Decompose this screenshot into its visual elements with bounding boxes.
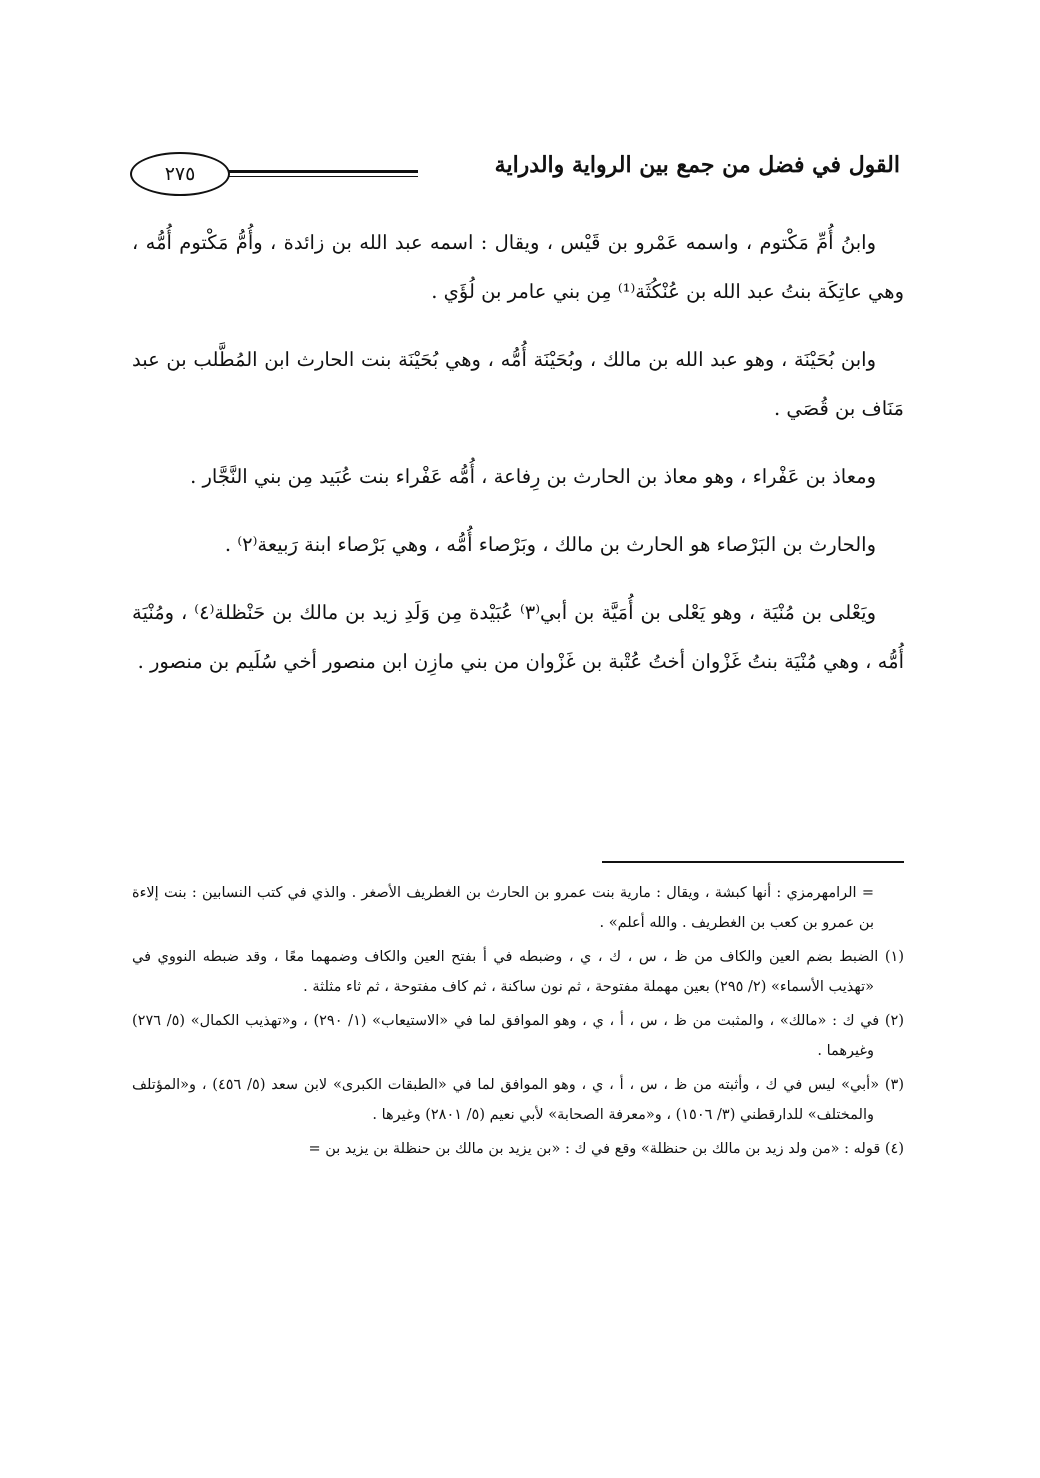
paragraph-ibn-umm-maktum: وابنُ أُمِّ مَكْتوم ، واسمه عَمْرو بن قَيْس ، ويقال : اسمه عبد الله بن زائدة ، وأُمُّ مَكْتوم أُمُّه ، وهي عاتِكَة بنتُ عبد الله بن عُنْكُثَة⁽¹⁾ مِن بني عامر بن لُؤَي . <box>132 231 904 303</box>
footnotes <box>132 878 904 1168</box>
footnote-2: (٢) في ك : «مالك» ، والمثبت من ظ ، س ، أ ، ي ، وهو الموافق لما في «الاستيعاب» (١/ ٢٩٠) ، و«تهذيب الكمال» (٥/ ٢٧٦) وغيرهما . <box>132 1013 905 1059</box>
book-title: القول في فضل من جمع بين الرواية والدراية <box>494 152 900 178</box>
paragraph-harith-ibn-barsa: والحارث بن البَرْصاء هو الحارث بن مالك ، وبَرْصاء أُمُّه ، وهي بَرْصاء ابنة رَبيعة⁽٢⁾ . <box>224 533 876 556</box>
paragraph-ibn-buhayna: وابن بُحَيْنَة ، وهو عبد الله بن مالك ، وبُحَيْنَة أُمُّه ، وهي بُحَيْنَة بنت الحارث ابن المُطَّلب بن عبد مَنَاف بن قُصَي . <box>132 348 904 420</box>
paragraph-yala-ibn-munya: ويَعْلى بن مُنْيَة ، وهو يَعْلى بن أُمَيَّة بن أبي⁽٣⁾ عُبَيْدة مِن وَلَدِ زيد بن مالك بن حَنْظلة⁽٤⁾ ، ومُنْيَة أُمُّه ، وهي مُنْيَة بنتُ غَزْوان أختُ عُتْبة بن غَزْوان من بني مازِن ابن منصور أخي سُلَيم بن منصور . <box>132 601 904 673</box>
page-number: ٢٧٥ <box>130 152 230 196</box>
footnote-separator <box>602 861 904 863</box>
footnote-1: (١) الضبط بضم العين والكاف من ظ ، س ، ك ، ي ، وضبطه في أ بفتح العين والكاف وضمهما معًا ، وقد ضبطه النووي في «تهذيب الأسماء» (٢/ ٢٩٥) بعين مهملة مفتوحة ، ثم نون ساكنة ، ثم كاف مفتوحة ، ثم ثاء مثلثة . <box>132 949 904 995</box>
header-rule-thick <box>228 170 418 173</box>
running-header <box>130 148 900 198</box>
footnote-4: (٤) قوله : «من ولد زيد بن مالك بن حنظلة» وقع في ك : «بن يزيد بن مالك بن حنظلة بن يزيد بن = <box>308 1141 904 1157</box>
footnote-3: (٣) «أبي» ليس في ك ، وأثبته من ظ ، س ، أ ، ي ، وهو الموافق لما في «الطبقات الكبرى» لابن سعد (٥/ ٤٥٦) ، و«المؤتلف والمختلف» للدارقطني (٣/ ١٥٠٦) ، و«معرفة الصحابة» لأبي نعيم (٥/ ٢٨٠١) وغيرها . <box>132 1077 904 1123</box>
main-text <box>132 218 904 705</box>
footnote-continuation: = الرامهرمزي : أنها كبشة ، ويقال : مارية بنت عمرو بن الحارث بن الغطريف الأصغر . والذي في كتب النسابين : بنت إلاءة بن عمرو بن كعب بن الغطريف . والله أعلم» . <box>132 885 874 931</box>
header-rule-thin <box>228 176 418 177</box>
paragraph-muadh-ibn-afra: ومعاذ بن عَفْراء ، وهو معاذ بن الحارث بن رِفاعة ، أُمُّه عَفْراء بنت عُبَيد مِن بني النَّجَّار . <box>190 465 876 488</box>
